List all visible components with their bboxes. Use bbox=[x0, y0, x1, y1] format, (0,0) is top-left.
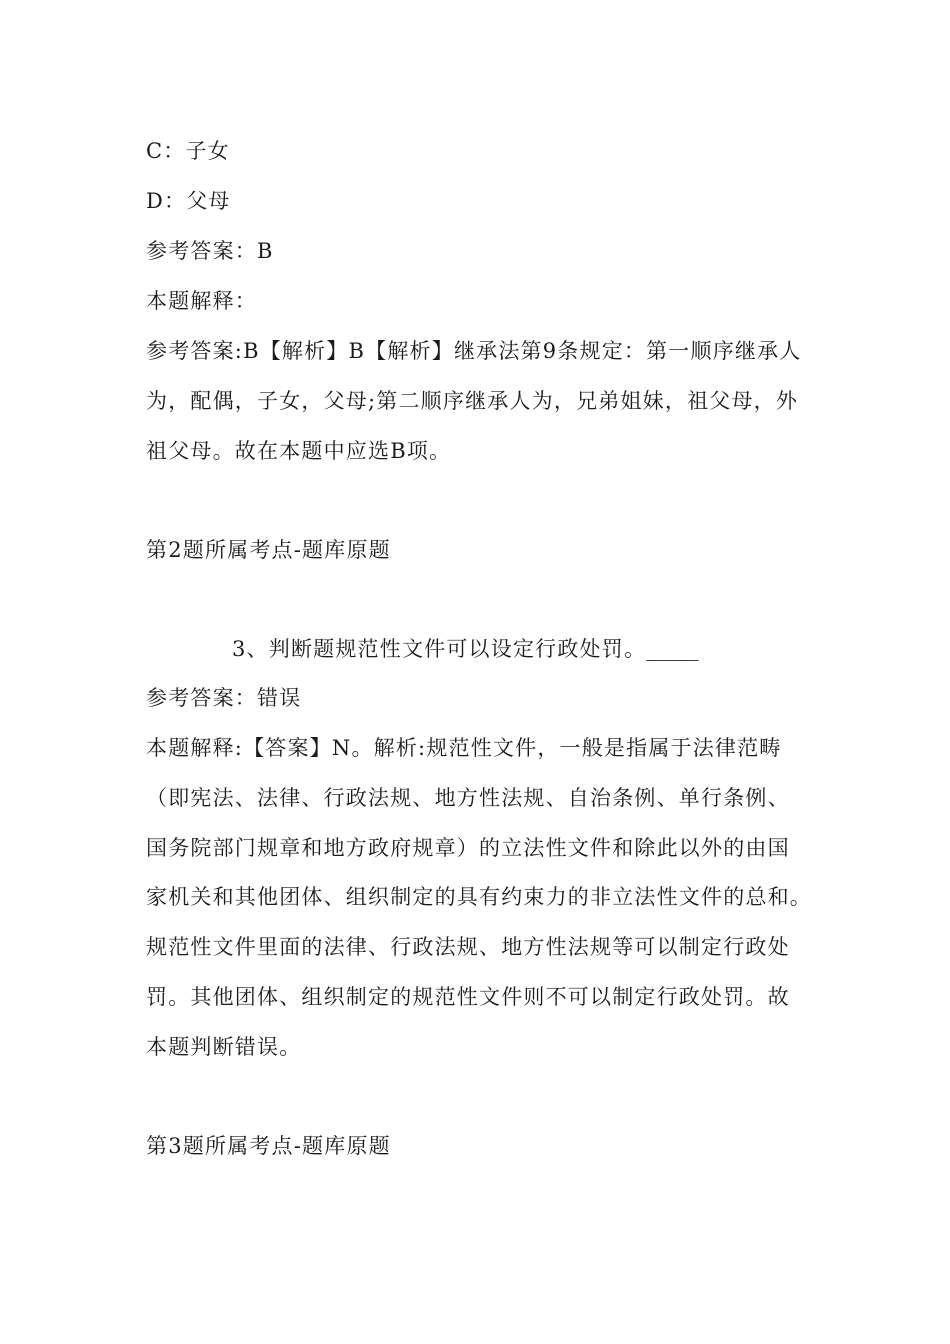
explanation-line: 为，配偶，子女，父母;第二顺序继承人为，兄弟姐妹，祖父母，外 bbox=[146, 389, 799, 413]
reference-answer: 参考答案：B bbox=[146, 239, 274, 263]
topic-label: 第2题所属考点-题库原题 bbox=[146, 538, 391, 562]
topic-label: 第3题所属考点-题库原题 bbox=[146, 1134, 391, 1158]
explanation-line: 规范性文件里面的法律、行政法规、地方性法规等可以制定行政处 bbox=[146, 935, 790, 959]
question-text: 3、判断题规范性文件可以设定行政处罚。 bbox=[232, 637, 647, 661]
option-c: C：子女 bbox=[146, 139, 230, 163]
explanation-line: 祖父母。故在本题中应选B项。 bbox=[146, 439, 452, 463]
explanation-line: 罚。其他团体、组织制定的规范性文件则不可以制定行政处罚。故 bbox=[146, 985, 790, 1009]
reference-answer: 参考答案：错误 bbox=[146, 686, 302, 710]
explanation-line: 国务院部门规章和地方政府规章）的立法性文件和除此以外的由国 bbox=[146, 836, 790, 860]
option-d: D：父母 bbox=[146, 189, 231, 213]
explanation-line: 家机关和其他团体、组织制定的具有约束力的非立法性文件的总和。 bbox=[146, 885, 812, 909]
explanation-line: 参考答案:B【解析】B【解析】继承法第9条规定：第一顺序继承人 bbox=[146, 339, 802, 363]
answer-blank: _____ bbox=[646, 637, 699, 661]
explanation-line: 本题判断错误。 bbox=[146, 1035, 302, 1059]
explanation-line: （即宪法、法律、行政法规、地方性法规、自治条例、单行条例、 bbox=[146, 786, 790, 810]
explanation-label: 本题解释： bbox=[146, 289, 257, 313]
explanation-line: 本题解释:【答案】N。解析:规范性文件，一般是指属于法律范畴 bbox=[146, 736, 782, 760]
question-3 bbox=[232, 637, 699, 661]
